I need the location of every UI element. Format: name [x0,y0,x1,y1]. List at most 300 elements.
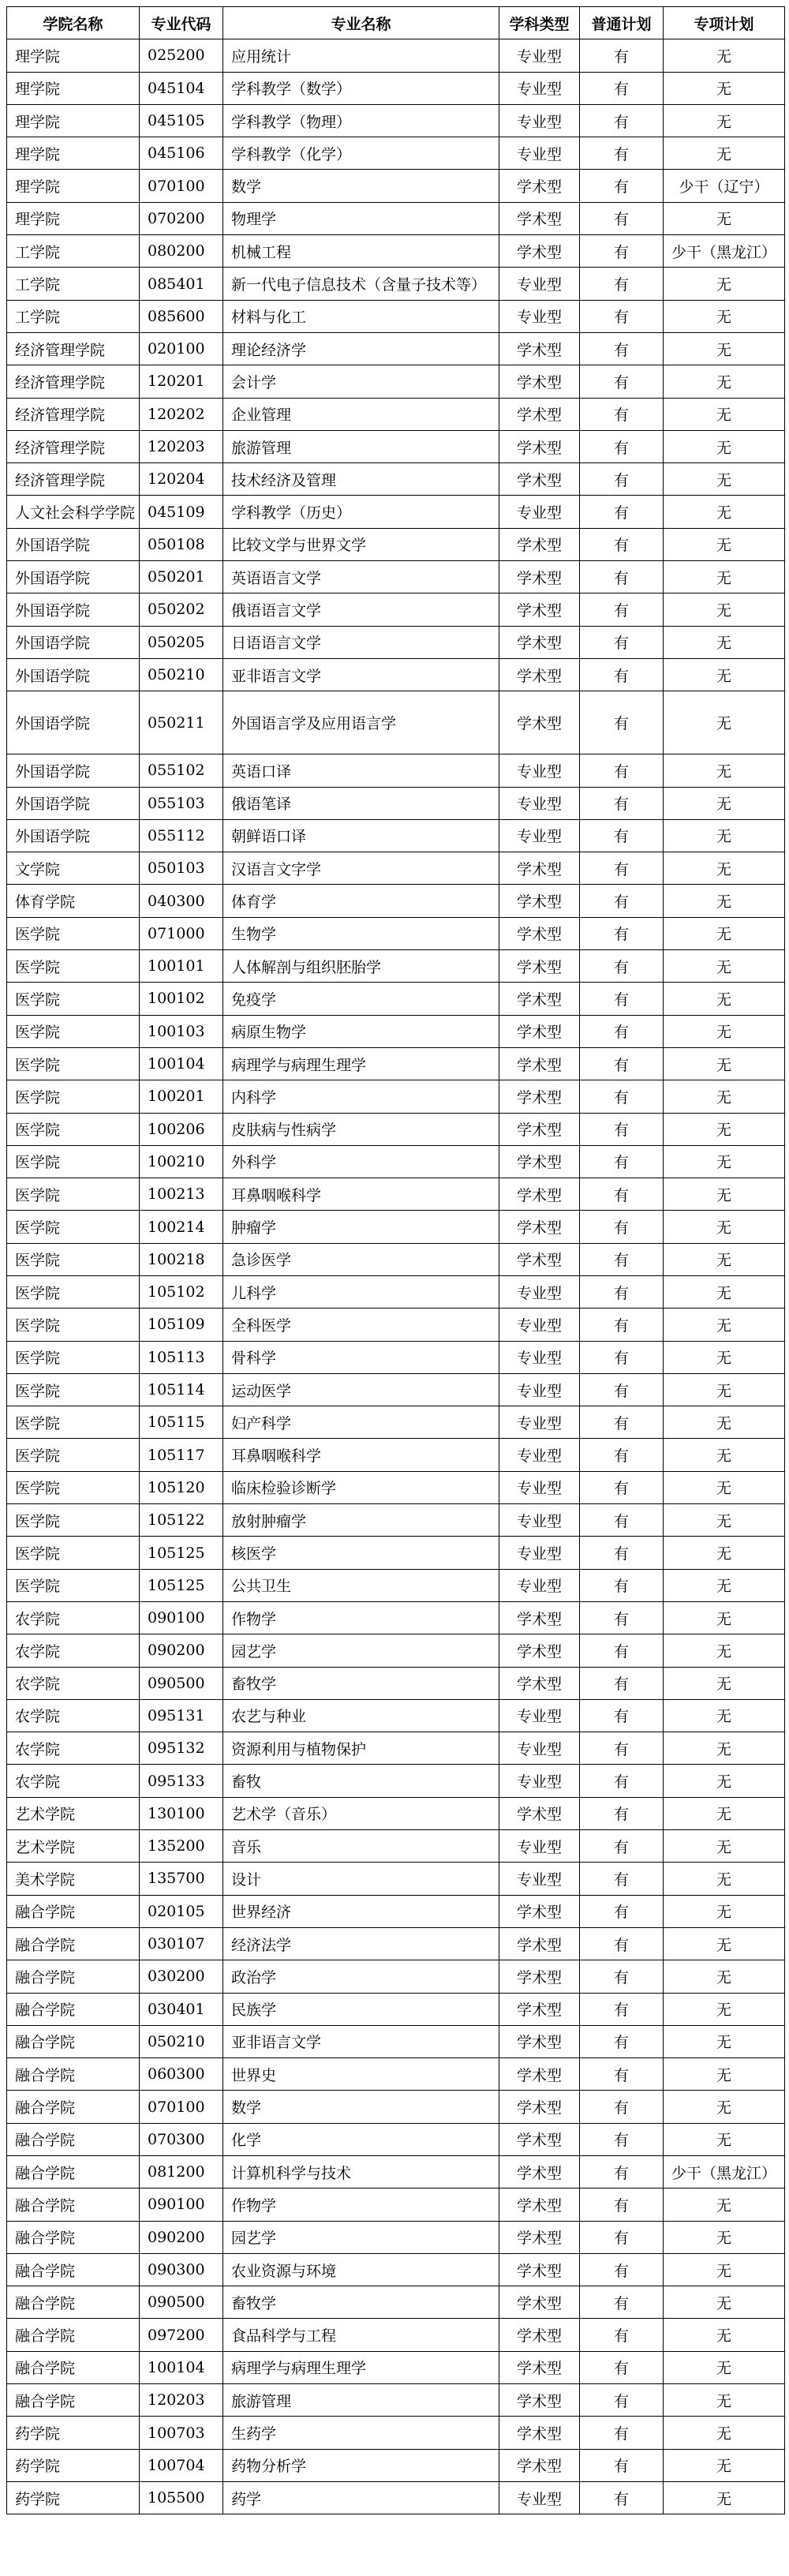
table-row [7,1439,785,1471]
cell-discipline-type: 专业型 [499,1504,580,1537]
cell-general-plan: 有 [580,1373,664,1406]
cell-general-plan: 有 [580,1601,664,1634]
cell-major-name: 生药学 [223,2417,499,2449]
cell-college: 融合学院 [7,2058,140,2091]
cell-general-plan: 有 [580,268,664,300]
cell-general-plan: 有 [580,39,664,72]
cell-discipline-type: 专业型 [499,496,580,528]
cell-discipline-type: 学术型 [499,917,580,949]
cell-general-plan: 有 [580,1080,664,1113]
cell-major-code: 090200 [140,2221,223,2253]
cell-general-plan: 有 [580,2091,664,2123]
table-row [7,1797,785,1829]
cell-major-name: 生物学 [223,917,499,949]
cell-major-name: 数学 [223,2091,499,2123]
cell-general-plan: 有 [580,1895,664,1927]
cell-major-name: 会计学 [223,365,499,398]
cell-major-name: 材料与化工 [223,300,499,332]
cell-major-name: 音乐 [223,1830,499,1863]
cell-major-code: 025200 [140,39,223,72]
cell-special-plan: 少干（黑龙江） [664,2156,785,2188]
cell-special-plan: 无 [664,528,785,560]
table-row [7,1113,785,1145]
cell-general-plan: 有 [580,2319,664,2351]
cell-general-plan: 有 [580,1960,664,1993]
cell-discipline-type: 学术型 [499,2449,580,2481]
cell-college: 艺术学院 [7,1797,140,1829]
cell-major-name: 旅游管理 [223,430,499,462]
cell-major-code: 030200 [140,1960,223,1993]
cell-major-code: 050211 [140,691,223,754]
cell-general-plan: 有 [580,626,664,658]
cell-college: 外国语学院 [7,658,140,691]
cell-special-plan: 无 [664,1211,785,1243]
cell-discipline-type: 学术型 [499,2058,580,2091]
cell-college: 美术学院 [7,1863,140,1895]
cell-college: 医学院 [7,1341,140,1373]
cell-college: 医学院 [7,1537,140,1569]
cell-special-plan: 无 [664,1765,785,1797]
cell-college: 理学院 [7,137,140,170]
cell-general-plan: 有 [580,1243,664,1275]
cell-major-name: 艺术学（音乐） [223,1797,499,1829]
cell-college: 医学院 [7,917,140,949]
cell-discipline-type: 学术型 [499,528,580,560]
cell-discipline-type: 学术型 [499,885,580,917]
cell-general-plan: 有 [580,2221,664,2253]
cell-college: 体育学院 [7,885,140,917]
cell-general-plan: 有 [580,950,664,983]
cell-discipline-type: 专业型 [499,1471,580,1503]
cell-general-plan: 有 [580,2058,664,2091]
cell-discipline-type: 专业型 [499,137,580,170]
table-row [7,1863,785,1895]
cell-major-code: 135700 [140,1863,223,1895]
cell-major-code: 100213 [140,1178,223,1211]
cell-general-plan: 有 [580,885,664,917]
cell-special-plan: 无 [664,1341,785,1373]
cell-college: 融合学院 [7,2188,140,2221]
table-row [7,1406,785,1439]
cell-discipline-type: 学术型 [499,1797,580,1829]
cell-major-name: 公共卫生 [223,1569,499,1601]
table-row [7,658,785,691]
cell-major-code: 050201 [140,561,223,593]
cell-special-plan: 无 [664,1504,785,1537]
table-row [7,754,785,787]
cell-discipline-type: 学术型 [499,430,580,462]
cell-special-plan: 无 [664,398,785,430]
cell-special-plan: 无 [664,819,785,852]
cell-college: 医学院 [7,1275,140,1308]
table-row [7,2253,785,2286]
table-row [7,1927,785,1960]
cell-special-plan: 无 [664,365,785,398]
cell-major-name: 园艺学 [223,1634,499,1667]
cell-college: 艺术学院 [7,1830,140,1863]
cell-special-plan: 无 [664,1439,785,1471]
cell-general-plan: 有 [580,528,664,560]
cell-special-plan: 无 [664,561,785,593]
cell-college: 医学院 [7,950,140,983]
cell-major-name: 朝鲜语口译 [223,819,499,852]
cell-college: 药学院 [7,2481,140,2514]
cell-major-code: 095132 [140,1732,223,1765]
cell-discipline-type: 学术型 [499,561,580,593]
cell-discipline-type: 专业型 [499,819,580,852]
cell-major-code: 105120 [140,1471,223,1503]
cell-college: 融合学院 [7,2123,140,2155]
cell-special-plan: 无 [664,2123,785,2155]
cell-major-code: 090100 [140,1601,223,1634]
cell-college: 融合学院 [7,1895,140,1927]
cell-major-name: 企业管理 [223,398,499,430]
cell-discipline-type: 学术型 [499,950,580,983]
cell-special-plan: 无 [664,1537,785,1569]
cell-major-code: 100214 [140,1211,223,1243]
cell-major-name: 比较文学与世界文学 [223,528,499,560]
header-college: 学院名称 [7,7,140,39]
cell-special-plan: 无 [664,626,785,658]
cell-discipline-type: 学术型 [499,1960,580,1993]
cell-college: 经济管理学院 [7,430,140,462]
cell-college: 外国语学院 [7,691,140,754]
cell-discipline-type: 学术型 [499,2221,580,2253]
cell-major-name: 设计 [223,1863,499,1895]
table-row [7,2286,785,2319]
cell-college: 药学院 [7,2449,140,2481]
cell-discipline-type: 专业型 [499,1537,580,1569]
cell-major-name: 英语语言文学 [223,561,499,593]
cell-general-plan: 有 [580,2025,664,2057]
table-row [7,2025,785,2057]
cell-discipline-type: 专业型 [499,72,580,104]
cell-major-name: 俄语笔译 [223,787,499,819]
cell-major-code: 100104 [140,1047,223,1080]
table-row [7,1309,785,1341]
cell-general-plan: 有 [580,1211,664,1243]
cell-special-plan: 无 [664,1634,785,1667]
table-row [7,430,785,462]
cell-major-code: 100102 [140,983,223,1015]
table-row [7,39,785,72]
cell-college: 外国语学院 [7,754,140,787]
cell-major-code: 100201 [140,1080,223,1113]
cell-general-plan: 有 [580,332,664,365]
cell-discipline-type: 专业型 [499,1830,580,1863]
table-row [7,1569,785,1601]
cell-major-code: 120203 [140,2384,223,2417]
table-row [7,268,785,300]
cell-discipline-type: 学术型 [499,1015,580,1047]
cell-discipline-type: 专业型 [499,754,580,787]
cell-general-plan: 有 [580,1797,664,1829]
cell-general-plan: 有 [580,430,664,462]
cell-discipline-type: 学术型 [499,1178,580,1211]
cell-major-code: 045104 [140,72,223,104]
cell-major-code: 100206 [140,1113,223,1145]
table-row [7,463,785,496]
cell-discipline-type: 专业型 [499,1863,580,1895]
cell-major-name: 机械工程 [223,235,499,268]
cell-general-plan: 有 [580,1015,664,1047]
cell-major-name: 化学 [223,2123,499,2155]
cell-major-name: 资源利用与植物保护 [223,1732,499,1765]
cell-major-code: 081200 [140,2156,223,2188]
cell-major-name: 世界史 [223,2058,499,2091]
cell-discipline-type: 学术型 [499,2025,580,2057]
table-row [7,72,785,104]
cell-discipline-type: 学术型 [499,2417,580,2449]
table-row [7,332,785,365]
cell-college: 医学院 [7,1015,140,1047]
cell-discipline-type: 学术型 [499,1993,580,2025]
cell-major-code: 090100 [140,2188,223,2221]
cell-discipline-type: 专业型 [499,1275,580,1308]
table-row [7,1080,785,1113]
cell-major-code: 105102 [140,1275,223,1308]
table-row [7,1373,785,1406]
cell-major-code: 020105 [140,1895,223,1927]
cell-college: 文学院 [7,852,140,885]
table-row [7,787,785,819]
cell-general-plan: 有 [580,917,664,949]
cell-college: 经济管理学院 [7,463,140,496]
cell-special-plan: 无 [664,1471,785,1503]
cell-major-name: 亚非语言文学 [223,658,499,691]
cell-major-code: 030107 [140,1927,223,1960]
cell-major-name: 儿科学 [223,1275,499,1308]
cell-college: 工学院 [7,300,140,332]
table-row [7,2123,785,2155]
cell-major-code: 070300 [140,2123,223,2155]
cell-major-code: 095133 [140,1765,223,1797]
cell-college: 外国语学院 [7,593,140,626]
cell-college: 融合学院 [7,2156,140,2188]
table-row [7,1830,785,1863]
cell-general-plan: 有 [580,1993,664,2025]
cell-general-plan: 有 [580,754,664,787]
cell-general-plan: 有 [580,1113,664,1145]
cell-major-code: 071000 [140,917,223,949]
cell-special-plan: 无 [664,2481,785,2514]
cell-general-plan: 有 [580,658,664,691]
cell-discipline-type: 专业型 [499,1765,580,1797]
cell-college: 融合学院 [7,2319,140,2351]
cell-major-code: 105114 [140,1373,223,1406]
cell-discipline-type: 学术型 [499,365,580,398]
table-row [7,2188,785,2221]
cell-discipline-type: 学术型 [499,202,580,234]
cell-special-plan: 无 [664,593,785,626]
cell-college: 人文社会科学学院 [7,496,140,528]
table-row [7,1537,785,1569]
cell-special-plan: 无 [664,332,785,365]
cell-discipline-type: 学术型 [499,170,580,202]
table-row [7,2156,785,2188]
cell-special-plan: 无 [664,2384,785,2417]
cell-major-name: 俄语语言文学 [223,593,499,626]
cell-major-name: 肿瘤学 [223,1211,499,1243]
cell-special-plan: 无 [664,2058,785,2091]
cell-major-code: 105500 [140,2481,223,2514]
cell-college: 融合学院 [7,2286,140,2319]
cell-college: 外国语学院 [7,626,140,658]
cell-college: 融合学院 [7,2091,140,2123]
cell-discipline-type: 学术型 [499,593,580,626]
cell-major-code: 050202 [140,593,223,626]
cell-discipline-type: 学术型 [499,983,580,1015]
header-major-code: 专业代码 [140,7,223,39]
table-row [7,2384,785,2417]
cell-general-plan: 有 [580,2253,664,2286]
cell-special-plan: 无 [664,1113,785,1145]
cell-major-code: 100704 [140,2449,223,2481]
cell-college: 融合学院 [7,1927,140,1960]
cell-major-code: 130100 [140,1797,223,1829]
cell-discipline-type: 学术型 [499,2091,580,2123]
cell-major-code: 095131 [140,1699,223,1732]
table-row [7,1504,785,1537]
cell-college: 融合学院 [7,1993,140,2025]
cell-major-code: 090300 [140,2253,223,2286]
cell-major-code: 040300 [140,885,223,917]
cell-discipline-type: 学术型 [499,1634,580,1667]
cell-major-code: 055103 [140,787,223,819]
cell-major-name: 妇产科学 [223,1406,499,1439]
cell-discipline-type: 学术型 [499,1601,580,1634]
cell-discipline-type: 学术型 [499,2123,580,2155]
cell-special-plan: 无 [664,2253,785,2286]
cell-major-name: 畜牧学 [223,1667,499,1699]
cell-discipline-type: 学术型 [499,852,580,885]
cell-general-plan: 有 [580,1439,664,1471]
cell-discipline-type: 学术型 [499,2188,580,2221]
cell-major-code: 105113 [140,1341,223,1373]
table-row [7,1211,785,1243]
cell-general-plan: 有 [580,2481,664,2514]
cell-discipline-type: 专业型 [499,39,580,72]
cell-major-code: 030401 [140,1993,223,2025]
cell-college: 医学院 [7,1047,140,1080]
cell-discipline-type: 学术型 [499,398,580,430]
cell-major-name: 亚非语言文学 [223,2025,499,2057]
cell-major-name: 畜牧学 [223,2286,499,2319]
cell-college: 融合学院 [7,2384,140,2417]
table-row [7,1015,785,1047]
cell-special-plan: 无 [664,104,785,137]
cell-major-name: 汉语言文字学 [223,852,499,885]
cell-college: 理学院 [7,104,140,137]
table-row [7,365,785,398]
cell-special-plan: 无 [664,430,785,462]
cell-special-plan: 少干（辽宁） [664,170,785,202]
cell-general-plan: 有 [580,2351,664,2383]
cell-major-code: 085401 [140,268,223,300]
cell-major-name: 数学 [223,170,499,202]
cell-major-code: 020100 [140,332,223,365]
cell-general-plan: 有 [580,561,664,593]
cell-college: 医学院 [7,1309,140,1341]
table-row [7,561,785,593]
cell-major-code: 120204 [140,463,223,496]
cell-special-plan: 无 [664,1178,785,1211]
cell-special-plan: 无 [664,1797,785,1829]
cell-general-plan: 有 [580,2156,664,2188]
cell-major-name: 学科教学（物理） [223,104,499,137]
cell-major-name: 人体解剖与组织胚胎学 [223,950,499,983]
cell-major-code: 105109 [140,1309,223,1341]
cell-major-name: 学科教学（数学） [223,72,499,104]
cell-major-name: 核医学 [223,1537,499,1569]
cell-major-name: 英语口译 [223,754,499,787]
cell-major-name: 外国语言学及应用语言学 [223,691,499,754]
cell-major-code: 045109 [140,496,223,528]
cell-major-name: 急诊医学 [223,1243,499,1275]
cell-discipline-type: 学术型 [499,1113,580,1145]
cell-special-plan: 少干（黑龙江） [664,235,785,268]
cell-discipline-type: 专业型 [499,1732,580,1765]
cell-college: 农学院 [7,1601,140,1634]
cell-major-code: 105125 [140,1569,223,1601]
cell-major-name: 作物学 [223,2188,499,2221]
cell-discipline-type: 专业型 [499,104,580,137]
cell-discipline-type: 专业型 [499,1699,580,1732]
cell-general-plan: 有 [580,202,664,234]
cell-major-code: 045106 [140,137,223,170]
table-row [7,950,785,983]
cell-college: 药学院 [7,2417,140,2449]
cell-college: 理学院 [7,39,140,72]
cell-college: 经济管理学院 [7,332,140,365]
table-row [7,137,785,170]
cell-special-plan: 无 [664,463,785,496]
cell-major-name: 全科医学 [223,1309,499,1341]
cell-college: 外国语学院 [7,528,140,560]
cell-discipline-type: 专业型 [499,1373,580,1406]
cell-college: 融合学院 [7,2253,140,2286]
cell-major-code: 120201 [140,365,223,398]
cell-special-plan: 无 [664,2221,785,2253]
cell-discipline-type: 专业型 [499,1341,580,1373]
cell-college: 医学院 [7,1406,140,1439]
cell-special-plan: 无 [664,72,785,104]
cell-major-name: 理论经济学 [223,332,499,365]
cell-major-code: 070200 [140,202,223,234]
cell-general-plan: 有 [580,1699,664,1732]
cell-major-code: 045105 [140,104,223,137]
cell-general-plan: 有 [580,104,664,137]
cell-general-plan: 有 [580,463,664,496]
cell-discipline-type: 专业型 [499,300,580,332]
cell-major-name: 民族学 [223,1993,499,2025]
table-row [7,1471,785,1503]
cell-college: 医学院 [7,1178,140,1211]
cell-special-plan: 无 [664,39,785,72]
cell-major-name: 临床检验诊断学 [223,1471,499,1503]
cell-major-code: 105115 [140,1406,223,1439]
table-row [7,2091,785,2123]
cell-special-plan: 无 [664,1275,785,1308]
cell-discipline-type: 学术型 [499,1667,580,1699]
cell-discipline-type: 学术型 [499,1145,580,1178]
cell-special-plan: 无 [664,2025,785,2057]
cell-college: 经济管理学院 [7,365,140,398]
cell-college: 融合学院 [7,1960,140,1993]
cell-major-name: 新一代电子信息技术（含量子技术等） [223,268,499,300]
cell-major-name: 旅游管理 [223,2384,499,2417]
cell-college: 农学院 [7,1667,140,1699]
